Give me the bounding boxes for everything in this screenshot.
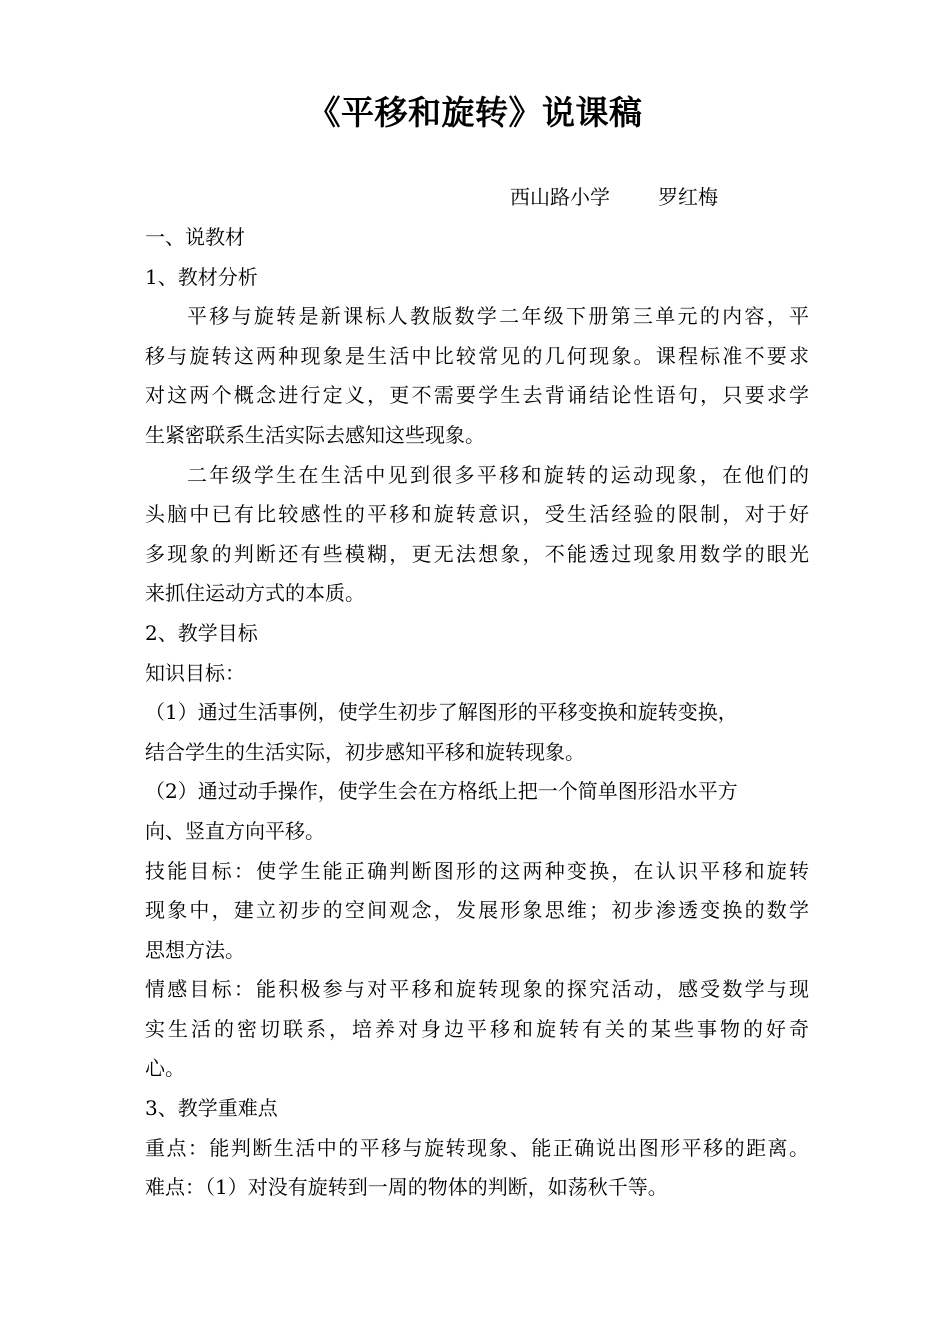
document-line: 重点：能判断生活中的平移与旋转现象、能正确说出图形平移的距离。 [145,1135,809,1160]
document-line: 头脑中已有比较感性的平移和旋转意识，受生活经验的限制，对于好 [145,502,809,527]
document-title: 《平移和旋转》说课稿 [307,93,643,132]
document-line: 2、教学目标 [145,620,258,645]
document-line: 现象中，建立初步的空间观念，发展形象思维；初步渗透变换的数学 [145,898,809,923]
document-line: 难点：（1）对没有旋转到一周的物体的判断，如荡秋千等。 [145,1175,668,1200]
document-line: 3、教学重难点 [145,1096,278,1121]
document-line: 移与旋转这两种现象是生活中比较常见的几何现象。课程标准不要求 [145,343,809,368]
document-line: （1）通过生活事例，使学生初步了解图形的平移变换和旋转变换， [145,700,738,725]
document-line: 对这两个概念进行定义，更不需要学生去背诵结论性语句，只要求学 [145,383,809,408]
document-body [145,218,809,1208]
document-line: 1、教材分析 [145,264,258,289]
document-line: 多现象的判断还有些模糊，更无法想象，不能透过现象用数学的眼光 [145,541,809,566]
document-line: 平移与旋转是新课标人教版数学二年级下册第三单元的内容，平 [187,304,809,329]
author-name: 罗红梅 [658,185,718,209]
document-line: 二年级学生在生活中见到很多平移和旋转的运动现象，在他们的 [187,462,809,487]
document-line: 情感目标：能积极参与对平移和旋转现象的探究活动，感受数学与现 [145,977,809,1002]
document-line: 一、说教材 [145,225,245,249]
document-line: 技能目标：使学生能正确判断图形的这两种变换，在认识平移和旋转 [145,858,809,883]
document-line: 思想方法。 [145,937,245,962]
document-line: 生紧密联系生活实际去感知这些现象。 [145,422,485,447]
document-line: 结合学生的生活实际，初步感知平移和旋转现象。 [145,739,585,764]
document-line: 知识目标： [145,660,245,685]
document-line: 实生活的密切联系，培养对身边平移和旋转有关的某些事物的好奇 [145,1016,809,1041]
author-line [510,180,718,214]
document-line: 心。 [145,1056,185,1081]
document-line: （2）通过动手操作，使学生会在方格纸上把一个简单图形沿水平方 [145,779,738,804]
document-line: 来抓住运动方式的本质。 [145,581,365,606]
document-line: 向、竖直方向平移。 [145,818,325,843]
school-name: 西山路小学 [510,185,610,209]
